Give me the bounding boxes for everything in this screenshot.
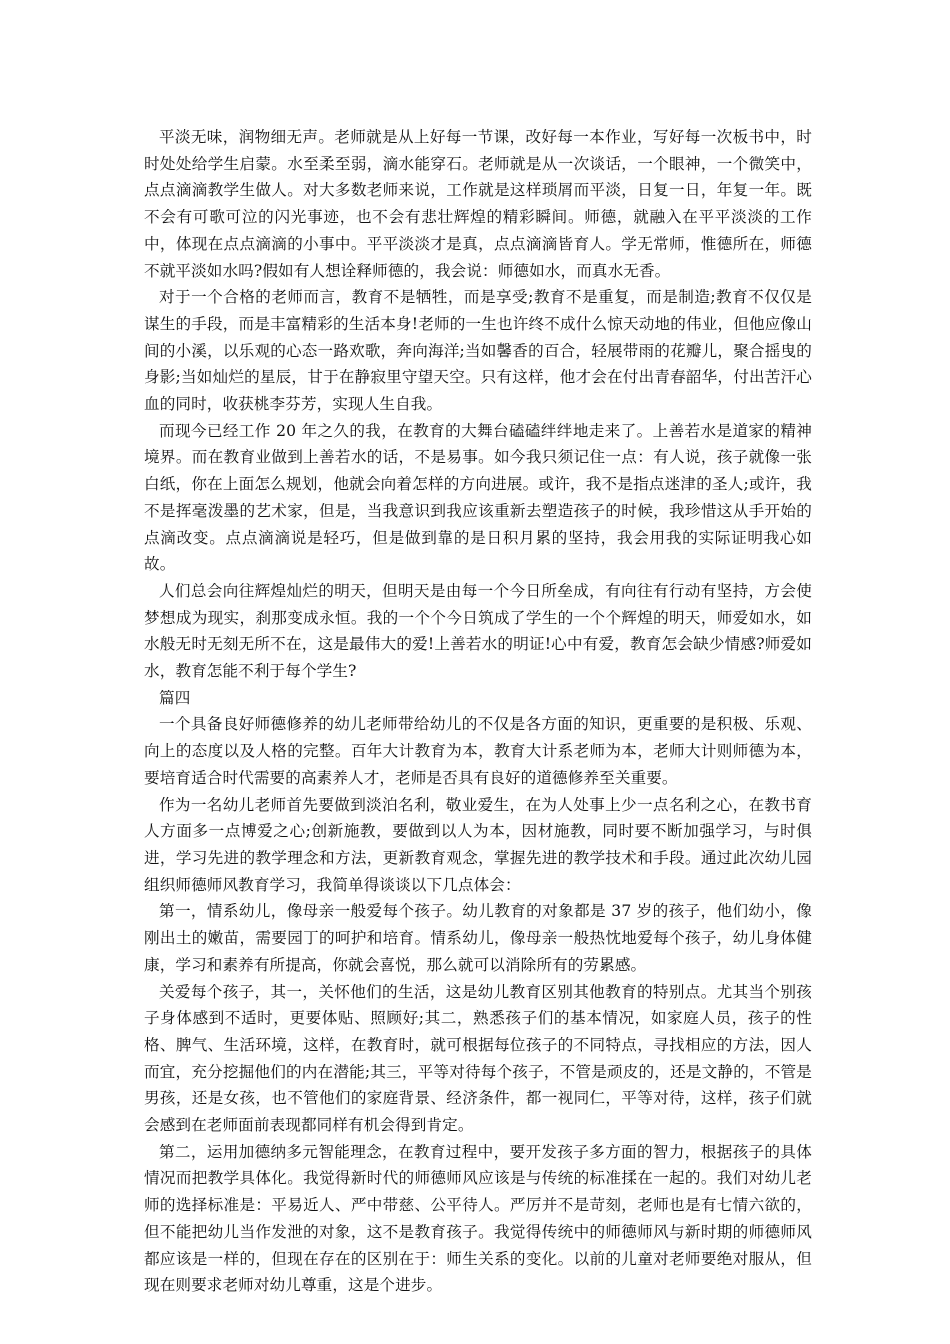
paragraph: 而现今已经工作 20 年之久的我，在教育的大舞台磕磕绊绊地走来了。上善若水是道家的精神境界。而在教育业做到上善若水的话，不是易事。如今我只须记住一点：有人说，孩子就像一张白纸，你在上面怎么规划，他就会向着怎样的方向进展。或许，我不是指点迷津的圣人;或许，我不是挥毫泼墨的艺术家，但是，当我意识到我应该重新去塑造孩子的时候，我珍惜这从手开始的点滴改变。点点滴滴说是轻巧，但是做到靠的是日积月累的坚持，我会用我的实际证明我心如故。	[144, 421, 812, 574]
paragraph: 人们总会向往辉煌灿烂的明天，但明天是由每一个今日所垒成，有向往有行动有坚持，方会使梦想成为现实，刹那变成永恒。我的一个个今日筑成了学生的一个个辉煌的明天，师爱如水，如水般无时无刻无所不在，这是最伟大的爱!上善若水的明证!心中有爱，教育怎会缺少情感?师爱如水，教育怎能不利于每个学生?	[144, 581, 812, 681]
section-heading: 篇四	[159, 688, 191, 707]
paragraph: 作为一名幼儿老师首先要做到淡泊名利，敬业爱生，在为人处事上少一点名利之心，在教书育人方面多一点博爱之心;创新施教，要做到以人为本，因材施教，同时要不断加强学习，与时俱进，学习先进的教学理念和方法，更新教育观念，掌握先进的教学技术和手段。通过此次幼儿园组织师德师风教育学习，我简单得谈谈以下几点体会：	[144, 795, 812, 894]
paragraph: 第二，运用加德纳多元智能理念，在教育过程中，要开发孩子多方面的智力，根据孩子的具体情况而把教学具体化。我觉得新时代的师德师风应该是与传统的标准揉在一起的。我们对幼儿老师的选择标准是：平易近人、严中带慈、公平待人。严厉并不是苛刻，老师也是有七情六欲的，但不能把幼儿当作发泄的对象，这不是教育孩子。我觉得传统中的师德师风与新时期的师德师风都应该是一样的，但现在存在的区别在于：师生关系的变化。以前的儿童对老师要绝对服从，但现在则要求老师对幼儿尊重，这是个进步。	[144, 1142, 812, 1295]
paragraph: 对于一个合格的老师而言，教育不是牺牲，而是享受;教育不是重复，而是制造;教育不仅仅是谋生的手段，而是丰富精彩的生活本身!老师的一生也许终不成什么惊天动地的伟业，但他应像山间的小溪，以乐观的心态一路欢歌，奔向海洋;当如馨香的百合，轻展带雨的花瓣儿，聚合摇曳的身影;当如灿烂的星辰，甘于在静寂里守望天空。只有这样，他才会在付出青春韶华，付出苦汗心血的同时，收获桃李芬芳，实现人生自我。	[144, 288, 812, 414]
paragraph: 关爱每个孩子，其一，关怀他们的生活，这是幼儿教育区别其他教育的特别点。尤其当个别孩子身体感到不适时，更要体贴、照顾好;其二，熟悉孩子们的基本情况，如家庭人员，孩子的性格、脾气、生活环境，这样，在教育时，就可根据每位孩子的不同特点，寻找相应的方法，因人而宜，充分挖掘他们的内在潜能;其三，平等对待每个孩子，不管是顽皮的，还是文静的，不管是男孩，还是女孩，也不管他们的家庭背景、经济条件，都一视同仁，平等对待，这样，孩子们就会感到在老师面前表现都同样有机会得到肯定。	[144, 982, 812, 1135]
paragraph: 平淡无味，润物细无声。老师就是从上好每一节课，改好每一本作业，写好每一次板书中，时时处处给学生启蒙。水至柔至弱，滴水能穿石。老师就是从一次谈话，一个眼神，一个微笑中，点点滴滴教学生做人。对大多数老师来说，工作就是这样琐屑而平淡，日复一日，年复一年。既不会有可歌可泣的闪光事迹，也不会有悲壮辉煌的精彩瞬间。师德，就融入在平平淡淡的工作中，体现在点点滴滴的小事中。平平淡淡才是真，点点滴滴皆育人。学无常师，惟德所在，师德不就平淡如水吗?假如有人想诠释师德的，我会说：师德如水，而真水无香。	[144, 128, 812, 280]
paragraph: 第一，情系幼儿，像母亲一般爱每个孩子。幼儿教育的对象都是 37 岁的孩子，他们幼小，像刚出土的嫩苗，需要园丁的呵护和培育。情系幼儿，像母亲一般热忱地爱每个孩子，幼儿身体健康，学习和素养有所提高，你就会喜悦，那么就可以消除所有的劳累感。	[144, 902, 812, 974]
document-body	[144, 124, 812, 1299]
paragraph: 一个具备良好师德修养的幼儿老师带给幼儿的不仅是各方面的知识，更重要的是积极、乐观、向上的态度以及人格的完整。百年大计教育为本，教育大计系老师为本，老师大计则师德为本，要培育适合时代需要的高素养人才，老师是否具有良好的道德修养至关重要。	[144, 715, 812, 787]
